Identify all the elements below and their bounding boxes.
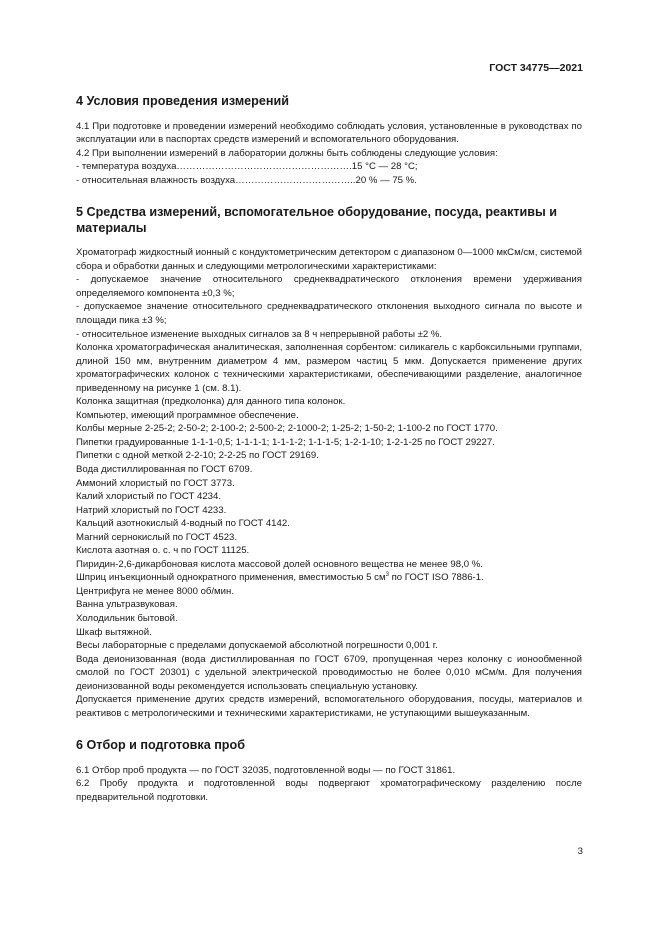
section-5-para-17: Кислота азотная о. с. ч по ГОСТ 11125. [76, 545, 250, 557]
section-5-para-2: - допускаемое значение относительного среднеквадратического отклонения времени удерживания определяемого компонента ±0,3 %; [76, 274, 582, 299]
section-5-para-3: - допускаемое значение относительного среднеквадратического отклонения выходного сигнала по высоте и площади пика ±3 %; [76, 301, 582, 326]
section-5-item-6: Вода деионизованная (вода дистиллированная по ГОСТ 6709, пропущенная через колонку с ионообменной смолой по ГОСТ 20301) с удельной электрической проводимостью не более 0,010 мСм/м. Для получения деионизованной воды рекомендуется использовать специальную установку. [76, 653, 582, 692]
section-6-para-2: 6.2 Пробу продукта и подготовленной воды подвергают хроматографическому разделению после предварительной подготовки. [76, 778, 582, 803]
section-5-title: 5 Средства измерений, вспомогательное оборудование, посуда, реактивы и материалы [76, 205, 558, 235]
section-5-body-continued [76, 585, 582, 720]
section-5-para-1: Хроматограф жидкостный ионный с кондуктометрическим детектором с диапазоном 0—1000 мкСм/см, системой сбора и обработки данных и следующими метрологическими характеристиками: [76, 247, 582, 272]
section-4-temperature: - температура воздуха……………………………………………….15 °С — 28 °С; [76, 161, 418, 173]
section-4-para-2: 4.2 При выполнении измерений в лаборатории должны быть соблюдены следующие условия: [76, 147, 498, 159]
section-5-para-13: Калий хлористый по ГОСТ 4234. [76, 491, 222, 503]
page-content [76, 84, 582, 805]
section-5-para-9: Пипетки градуированные 1-1-1-0,5; 1-1-1-1; 1-1-1-2; 1-1-1-5; 1-2-1-10; 1-2-1-25 по ГОСТ 29227. [76, 436, 495, 448]
section-5-item-5: Весы лабораторные с пределами допускаемой абсолютной погрешности 0,001 г. [76, 640, 438, 652]
section-5-para-18: Пиридин-2,6-дикарбоновая кислота массовой долей основного вещества не менее 98,0 %. [76, 558, 483, 570]
section-5-para-7: Компьютер, имеющий программное обеспечение. [76, 409, 299, 421]
section-5-para-15: Кальций азотнокислый 4-водный по ГОСТ 4142. [76, 518, 290, 530]
syringe-text: Шприц инъекционный однократного применения, вместимостью 5 см [76, 572, 386, 584]
section-5-para-5: Колонка хроматографическая аналитическая, заполненная сорбентом: силикагель с карбоксильными группами, длиной 150 мм, внутренним диаметром 4 мм, размером частиц 5 мкм. Допускается применение других хроматографических колонок с техническими характеристиками, обеспечивающими разделение, аналогичное приведенному на рисунке 1 (см. 8.1). [76, 342, 582, 394]
section-4-para-1: 4.1 При подготовке и проведении измерений необходимо соблюдать условия, установленные в руководствах по эксплуатации или в паспортах средств измерений и вспомогательного оборудования. [76, 120, 582, 146]
section-5-body [76, 246, 582, 571]
section-5-item-1: Центрифуга не менее 8000 об/мин. [76, 585, 234, 597]
section-6-title: 6 Отбор и подготовка проб [76, 738, 245, 753]
document-code: ГОСТ 34775—2021 [489, 62, 583, 74]
section-5-para-10: Пипетки с одной меткой 2-2-10; 2-2-25 по ГОСТ 29169. [76, 450, 319, 462]
section-5-para-16: Магний сернокислый по ГОСТ 4523. [76, 531, 238, 543]
section-5-item-4: Шкаф вытяжной. [76, 626, 152, 638]
section-4-humidity: - относительная влажность воздуха………………………………..20 % — 75 %. [76, 174, 417, 186]
syringe-standard: по ГОСТ ISO 7886-1. [388, 572, 484, 584]
section-5-para-11: Вода дистиллированная по ГОСТ 6709. [76, 463, 253, 475]
section-4-title: 4 Условия проведения измерений [76, 94, 289, 108]
section-5-para-12: Аммоний хлористый по ГОСТ 3773. [76, 477, 235, 489]
section-5-para-4: - относительное изменение выходных сигналов за 8 ч непрерывной работы ±2 %. [76, 328, 443, 340]
section-5-para-6: Колонка защитная (предколонка) для данного типа колонок. [76, 396, 346, 408]
section-5-para-14: Натрий хлористый по ГОСТ 4233. [76, 504, 227, 516]
section-5-item-3: Холодильник бытовой. [76, 613, 178, 624]
page-number: 3 [577, 846, 583, 857]
section-5-syringe [76, 571, 582, 585]
section-5-para-8: Колбы мерные 2-25-2; 2-50-2; 2-100-2; 2-500-2; 2-1000-2; 1-25-2; 1-50-2; 1-100-2 по ГОСТ 1770. [76, 423, 498, 435]
section-6-para-1: 6.1 Отбор проб продукта — по ГОСТ 32035, подготовленной воды — по ГОСТ 31861. [76, 764, 456, 776]
section-5-item-7: Допускается применение других средств измерений, вспомогательного оборудования, посуды, материалов и реактивов с метрологическими и техническими характеристиками, не уступающими вышеуказанным. [76, 694, 582, 719]
syringe-superscript: 3 [385, 572, 389, 579]
section-5-item-2: Ванна ультразвуковая. [76, 599, 178, 611]
